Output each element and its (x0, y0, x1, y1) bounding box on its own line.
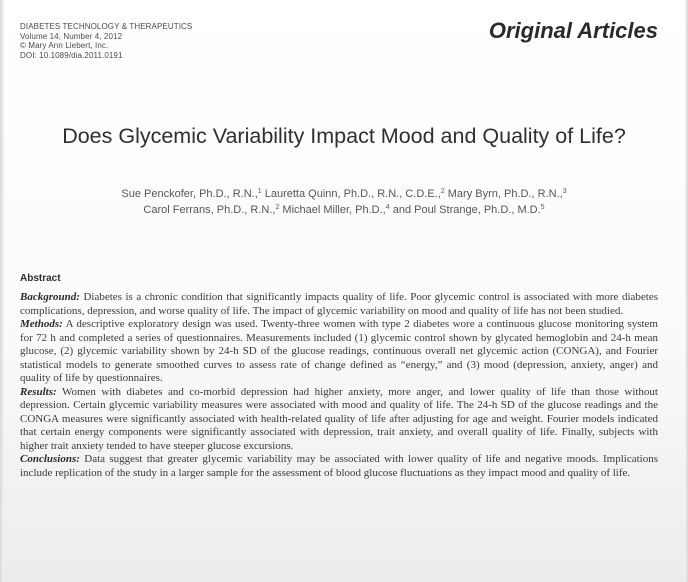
affiliation-mark: 4 (385, 204, 390, 211)
author-list (0, 186, 688, 218)
section-text-results: Women with diabetes and co-morbid depression had higher anxiety, more anger, and lower quality of life than those without depression. Certain glycemic variability measures were associated with mood and quality of life. The 24-h SD of the glucose readings and the CONGA measures were significantly associated with health-related quality of life after adjusting for age and weight. Fourier models indicated that certain energy components were significantly associated with depression, trait anxiety, and overall quality of life. Finally, subjects with higher trait anxiety tended to have steeper glucose excursions. (20, 385, 658, 452)
abstract-results (20, 386, 658, 454)
author-name: Michael Miller, Ph.D., (282, 204, 386, 216)
journal-name: DIABETES TECHNOLOGY & THERAPEUTICS (20, 22, 193, 31)
section-label-results: Results: (20, 385, 57, 398)
author-line-2 (0, 202, 688, 218)
affiliation-mark: 3 (562, 188, 567, 195)
section-label-conclusions: Conclusions: (20, 453, 80, 465)
author-name: Carol Ferrans, Ph.D., R.N., (143, 204, 276, 216)
section-label-background: Background: (20, 291, 80, 303)
section-label: Original Articles (488, 18, 658, 43)
abstract-conclusions (20, 453, 658, 480)
abstract-methods (20, 318, 658, 386)
section-label-methods: Methods: (20, 318, 63, 330)
author-line-1 (0, 186, 688, 202)
affiliation-mark: 2 (275, 204, 280, 211)
journal-volume: Volume 14, Number 4, 2012 (20, 31, 123, 41)
article-title: Does Glycemic Variability Impact Mood and Quality of Life? (62, 124, 626, 148)
abstract-background (20, 291, 658, 318)
author-name: Lauretta Quinn, Ph.D., R.N., C.D.E., (264, 188, 441, 200)
abstract-heading: Abstract (20, 273, 61, 284)
journal-copyright: © Mary Ann Liebert, Inc. (20, 41, 109, 51)
affiliation-mark: 5 (540, 204, 545, 211)
section-text-background: Diabetes is a chronic condition that significantly impacts quality of life. Poor glycemic control is associated with more diabetes complications, depression, and worse quality of life. The impact of glycemic variability on mood and quality of life has not been studied. (20, 291, 658, 317)
section-text-conclusions: Data suggest that greater glycemic variability may be associated with lower quality of life and negative moods. Implications include replication of the study in a larger sample for the assessment of blood glucose fluctuations as they impact mood and quality of life. (20, 453, 659, 479)
journal-meta (20, 22, 192, 60)
author-name: Sue Penckofer, Ph.D., R.N., (121, 188, 258, 200)
author-name: Mary Byrn, Ph.D., R.N., (447, 188, 563, 200)
abstract-body (20, 291, 658, 480)
affiliation-mark: 2 (440, 188, 445, 195)
page-edge-left (0, 0, 4, 582)
author-name: and Poul Strange, Ph.D., M.D. (392, 204, 541, 216)
affiliation-mark: 1 (257, 188, 262, 195)
section-text-methods: A descriptive exploratory design was used. Twenty-three women with type 2 diabetes wore a continuous glucose monitoring system for 72 h and completed a series of questionnaires. Measurements included (1) glycemic control shown by glycated hemoglobin and 24-h mean glucose, (2) glycemic variability shown by 24-h SD of the glucose readings, continuous overall net glycemic action (CONGA), and Fourier statistical models to generate smoothed curves to assess rate of change defined as “energy,” and (3) mood (depression, anxiety, anger) and quality of life by questionnaires. (20, 318, 658, 384)
journal-doi: DOI: 10.1089/dia.2011.0191 (20, 50, 123, 60)
